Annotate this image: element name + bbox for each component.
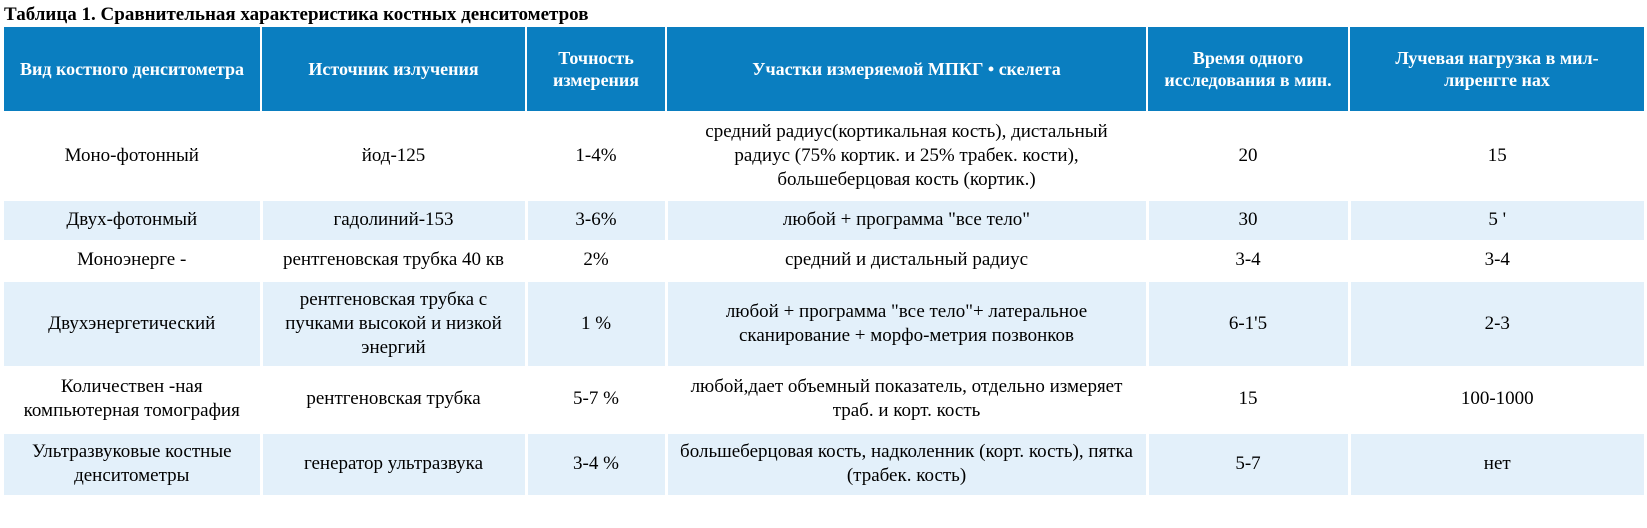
cell-accuracy: 2%	[526, 240, 666, 281]
cell-type: Моно-фотонный	[4, 112, 261, 200]
densitometer-table	[4, 27, 1644, 495]
cell-dose: 100-1000	[1349, 366, 1644, 433]
cell-time: 30	[1147, 200, 1349, 240]
cell-type: Двухэнергетический	[4, 281, 261, 366]
cell-source: генератор ультразвука	[261, 433, 526, 495]
cell-source: рентгеновская трубка	[261, 366, 526, 433]
cell-sites: любой + программа "все тело"	[666, 200, 1147, 240]
cell-time: 5-7	[1147, 433, 1349, 495]
cell-time: 6-1'5	[1147, 281, 1349, 366]
cell-sites: любой + программа "все тело"+ латеральное сканирование + морфо-метрия позвонков	[666, 281, 1147, 366]
table-row	[4, 240, 1644, 281]
cell-time: 3-4	[1147, 240, 1349, 281]
cell-dose: 5 '	[1349, 200, 1644, 240]
cell-dose: нет	[1349, 433, 1644, 495]
table-row	[4, 281, 1644, 366]
column-header-dose: Лучевая нагрузка в мил-лиренгге нах	[1349, 27, 1644, 112]
cell-type: Двух-фотонмый	[4, 200, 261, 240]
column-header-source: Источник излучения	[261, 27, 526, 112]
column-header-sites: Участки измеряемой МПКГ • скелета	[666, 27, 1147, 112]
column-header-time: Время одного исследования в мин.	[1147, 27, 1349, 112]
table-row	[4, 366, 1644, 433]
table-row	[4, 433, 1644, 495]
cell-accuracy: 5-7 %	[526, 366, 666, 433]
cell-accuracy: 1 %	[526, 281, 666, 366]
column-header-type: Вид костного денситометра	[4, 27, 261, 112]
cell-source: рентгеновская трубка с пучками высокой и низкой энергий	[261, 281, 526, 366]
cell-type: Ультразвуковые костные денситометры	[4, 433, 261, 495]
cell-type: Моноэнерге -	[4, 240, 261, 281]
cell-dose: 2-3	[1349, 281, 1644, 366]
cell-accuracy: 3-4 %	[526, 433, 666, 495]
table-row	[4, 112, 1644, 200]
cell-accuracy: 1-4%	[526, 112, 666, 200]
cell-time: 15	[1147, 366, 1349, 433]
cell-source: гадолиний-153	[261, 200, 526, 240]
cell-source: рентгеновская трубка 40 кв	[261, 240, 526, 281]
cell-sites: средний радиус(кортикальная кость), дистальный радиус (75% кортик. и 25% трабек. кости), большеберцовая кость (кортик.)	[666, 112, 1147, 200]
cell-dose: 15	[1349, 112, 1644, 200]
cell-type: Количествен -ная компьютерная томография	[4, 366, 261, 433]
cell-sites: большеберцовая кость, надколенник (корт. кость), пятка (трабек. кость)	[666, 433, 1147, 495]
table-caption: Таблица 1. Сравнительная характеристика костных денситометров	[4, 4, 589, 25]
cell-accuracy: 3-6%	[526, 200, 666, 240]
cell-source: йод-125	[261, 112, 526, 200]
cell-sites: любой,дает объемный показатель, отдельно измеряет траб. и корт. кость	[666, 366, 1147, 433]
table-row	[4, 200, 1644, 240]
header-row	[4, 27, 1644, 112]
cell-dose: 3-4	[1349, 240, 1644, 281]
cell-time: 20	[1147, 112, 1349, 200]
cell-sites: средний и дистальный радиус	[666, 240, 1147, 281]
column-header-accuracy: Точность измерения	[526, 27, 666, 112]
